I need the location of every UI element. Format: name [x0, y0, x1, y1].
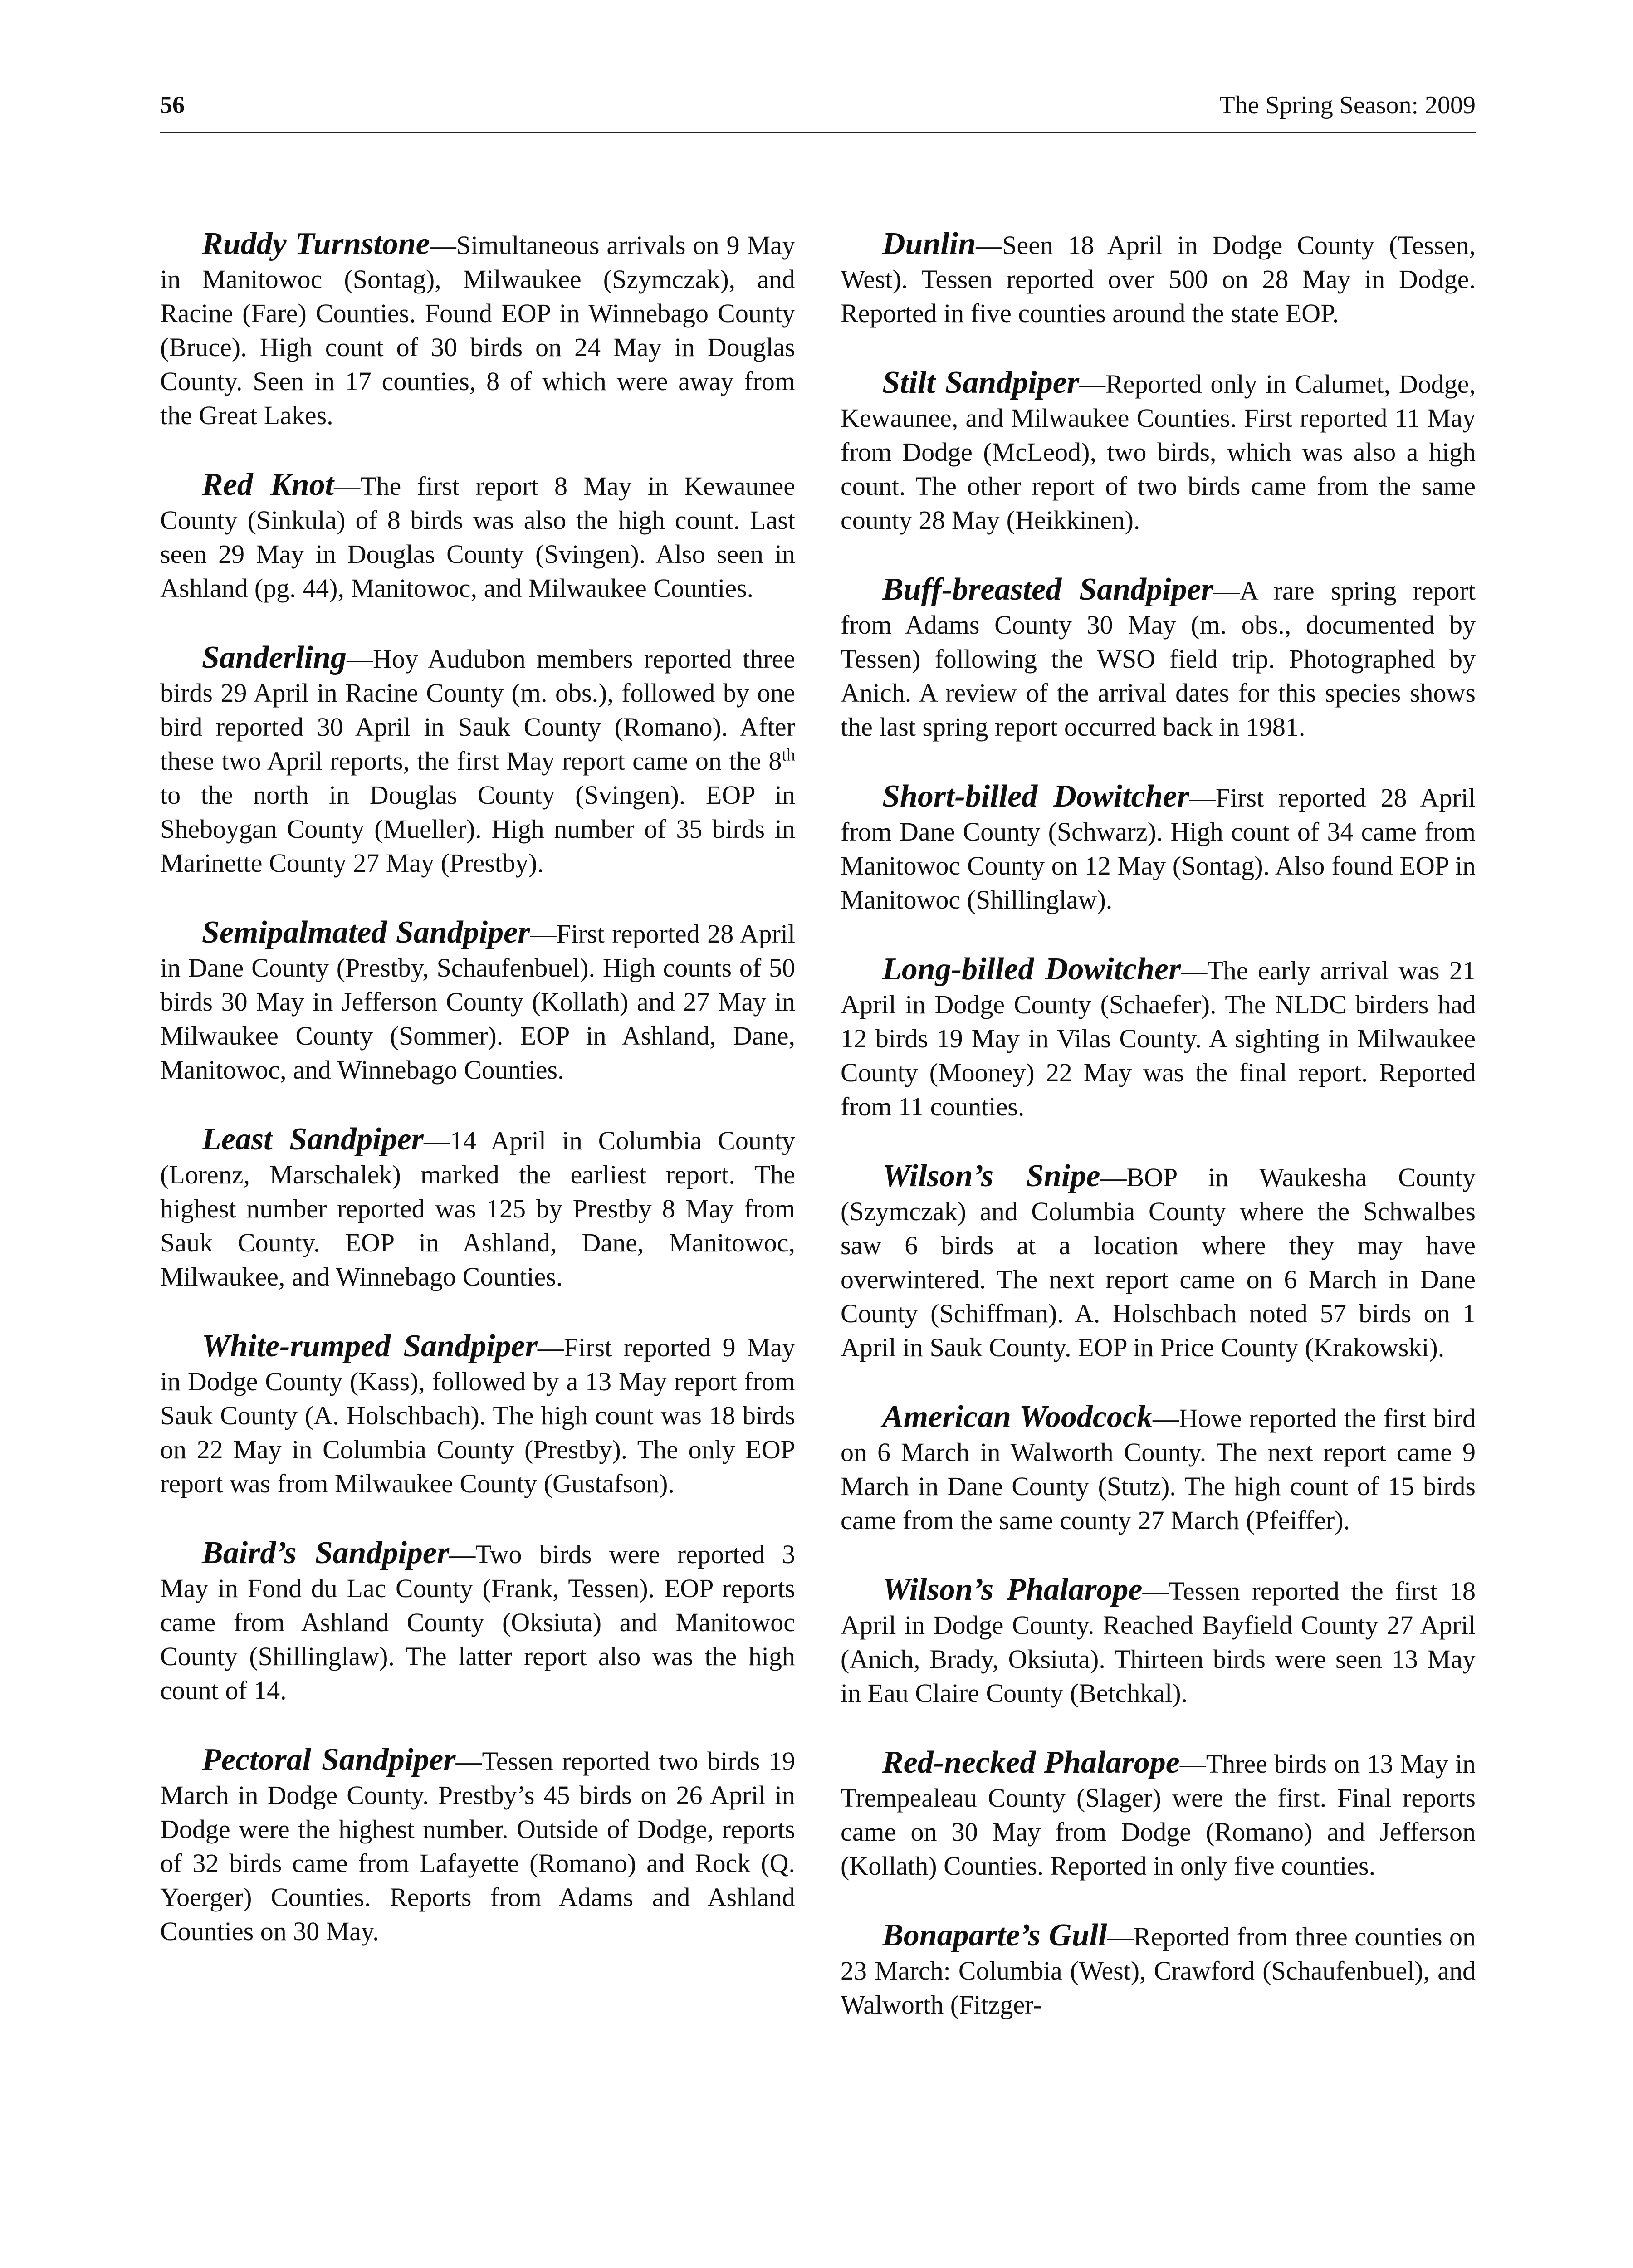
species-entry-least-sandpiper	[160, 1122, 795, 1294]
species-account: —Reported from three counties on 23 March: Columbia (West), Crawford (Schaufenbuel), and Walworth (Fitzger-	[841, 1922, 1476, 2019]
species-account: —Howe reported the first bird on 6 March in Walworth County. The next report came 9 March in Dane County (Stutz). The high count of 15 birds came from the same county 27 March (Pfeiffer).	[841, 1403, 1476, 1535]
species-account: —BOP in Waukesha County (Szymczak) and Columbia County where the Schwalbes saw 6 birds at a location where they may have overwintered. The next report came on 6 March in Dane County (Schiffman). A. Holschbach noted 57 birds on 1 April in Sauk County. EOP in Price County (Krakowski).	[841, 1163, 1476, 1362]
species-entry-ruddy-turnstone	[160, 227, 795, 432]
species-entry-red-necked-phalarope	[841, 1745, 1476, 1883]
species-account: —Simultaneous arrivals on 9 May in Manitowoc (Sontag), Milwaukee (Szymczak), and Racine (Fare) Counties. Found EOP in Winnebago County (Bruce). High count of 30 birds on 24 May in Douglas County. Seen in 17 counties, 8 of which were away from the Great Lakes.	[160, 230, 795, 430]
species-name: Semipalmated Sandpiper	[202, 915, 530, 950]
species-entry-sanderling	[160, 640, 795, 880]
species-account: —Tessen reported two birds 19 March in Dodge County. Prestby’s 45 birds on 26 April in Dodge were the highest number. Outside of Dodge, reports of 32 birds came from Lafayette (Romano) and Rock (Q. Yoerger) Counties. Reports from Adams and Ashland Counties on 30 May.	[160, 1746, 795, 1946]
species-entry-semipalmated-sandpiper	[160, 915, 795, 1087]
species-entry-buff-breasted-sandpiper	[841, 572, 1476, 744]
species-entry-white-rumped-sandpiper	[160, 1329, 795, 1501]
species-entry-long-billed-dowitcher	[841, 952, 1476, 1124]
species-entry-dunlin	[841, 227, 1476, 330]
species-name: Pectoral Sandpiper	[202, 1742, 456, 1777]
species-entry-bairds-sandpiper	[160, 1536, 795, 1707]
species-account-continued: to the north in Douglas County (Svingen). EOP in Sheboygan County (Mueller). High number of 35 birds in Marinette County 27 May (Prestby).	[160, 780, 795, 878]
species-name: Stilt Sandpiper	[882, 365, 1080, 400]
species-account: —Seen 18 April in Dodge County (Tessen, West). Tessen reported over 500 on 28 May in Dodge. Reported in five counties around the state EOP.	[841, 230, 1476, 328]
species-entry-american-woodcock	[841, 1400, 1476, 1537]
species-account: —First reported 28 April from Dane County (Schwarz). High count of 34 came from Manitowoc County on 12 May (Sontag). Also found EOP in Manitowoc (Shillinglaw).	[841, 783, 1476, 914]
species-account: —Reported only in Calumet, Dodge, Kewaunee, and Milwaukee Counties. First reported 11 May from Dodge (McLeod), two birds, which was also a high count. The other report of two birds came from the same county 28 May (Heikkinen).	[841, 369, 1476, 535]
running-title: The Spring Season: 2009	[1219, 91, 1476, 119]
species-account: —A rare spring report from Adams County 30 May (m. obs., documented by Tessen) following the WSO field trip. Photographed by Anich. A review of the arrival dates for this species shows the last spring report occurred back in 1981.	[841, 576, 1476, 742]
species-name: Baird’s Sandpiper	[202, 1535, 450, 1570]
ordinal-superscript: th	[782, 745, 795, 765]
page-header	[160, 86, 1476, 133]
species-account: —The first report 8 May in Kewaunee County (Sinkula) of 8 birds was also the high count. Last seen 29 May in Douglas County (Svingen). Also seen in Ashland (pg. 44), Manitowoc, and Milwaukee Counties.	[160, 471, 796, 603]
species-name: Red-necked Phalarope	[882, 1745, 1180, 1780]
species-entry-wilsons-snipe	[841, 1159, 1476, 1364]
species-entry-stilt-sandpiper	[841, 366, 1476, 537]
species-name: American Woodcock	[882, 1399, 1153, 1434]
species-name: Least Sandpiper	[202, 1122, 424, 1157]
species-account: —The early arrival was 21 April in Dodge County (Schaefer). The NLDC birders had 12 birds 19 May in Vilas County. A sighting in Milwaukee County (Mooney) 22 May was the final report. Reported from 11 counties.	[841, 956, 1476, 1121]
species-account: —Tessen reported the first 18 April in Dodge County. Reached Bayfield County 27 April (Anich, Brady, Oksiuta). Thirteen birds were seen 13 May in Eau Claire County (Betchkal).	[841, 1576, 1476, 1708]
left-column	[160, 227, 795, 1984]
species-name: Red Knot	[202, 467, 334, 502]
species-name: Sanderling	[202, 640, 347, 675]
species-name: Wilson’s Snipe	[882, 1158, 1100, 1193]
species-account: —Two birds were reported 3 May in Fond du Lac County (Frank, Tessen). EOP reports came from Ashland County (Oksiuta) and Manitowoc County (Shillinglaw). The latter report also was the high count of 14.	[160, 1540, 795, 1705]
species-name: Ruddy Turnstone	[202, 226, 430, 261]
species-account: —Hoy Audubon members reported three birds 29 April in Racine County (m. obs.), followed by one bird reported 30 April in Sauk County (Romano). After these two April reports, the first May report came on the 8	[160, 644, 795, 776]
species-entry-wilsons-phalarope	[841, 1573, 1476, 1710]
species-account: —14 April in Columbia County (Lorenz, Marschalek) marked the earliest report. The highest number reported was 125 by Prestby 8 May from Sauk County. EOP in Ashland, Dane, Manitowoc, Milwaukee, and Winnebago Counties.	[160, 1126, 796, 1291]
species-account: —First reported 9 May in Dodge County (Kass), followed by a 13 May report from Sauk County (A. Holschbach). The high count was 18 birds on 22 May in Columbia County (Prestby). The only EOP report was from Milwaukee County (Gustafson).	[160, 1333, 795, 1498]
species-entry-bonapartes-gull	[841, 1918, 1476, 2022]
species-entry-short-billed-dowitcher	[841, 779, 1476, 917]
species-name: Short-billed Dowitcher	[882, 779, 1189, 814]
right-column	[841, 227, 1476, 2057]
species-entry-pectoral-sandpiper	[160, 1743, 795, 1948]
species-name: Wilson’s Phalarope	[882, 1572, 1143, 1607]
species-account: —First reported 28 April in Dane County (Prestby, Schaufenbuel). High counts of 50 birds 30 May in Jefferson County (Kollath) and 27 May in Milwaukee County (Sommer). EOP in Ashland, Dane, Manitowoc, and Winnebago Counties.	[160, 919, 795, 1085]
species-entry-red-knot	[160, 468, 795, 605]
species-name: Bonaparte’s Gull	[882, 1918, 1107, 1953]
species-name: Long-billed Dowitcher	[882, 952, 1181, 987]
species-name: White-rumped Sandpiper	[202, 1329, 538, 1364]
species-name: Dunlin	[882, 226, 976, 261]
species-name: Buff-breasted Sandpiper	[882, 572, 1213, 607]
species-account: —Three birds on 13 May in Trempealeau County (Slager) were the first. Final reports came on 30 May from Dodge (Romano) and Jefferson (Kollath) Counties. Reported in only five counties.	[841, 1749, 1476, 1881]
page-number: 56	[160, 91, 185, 118]
